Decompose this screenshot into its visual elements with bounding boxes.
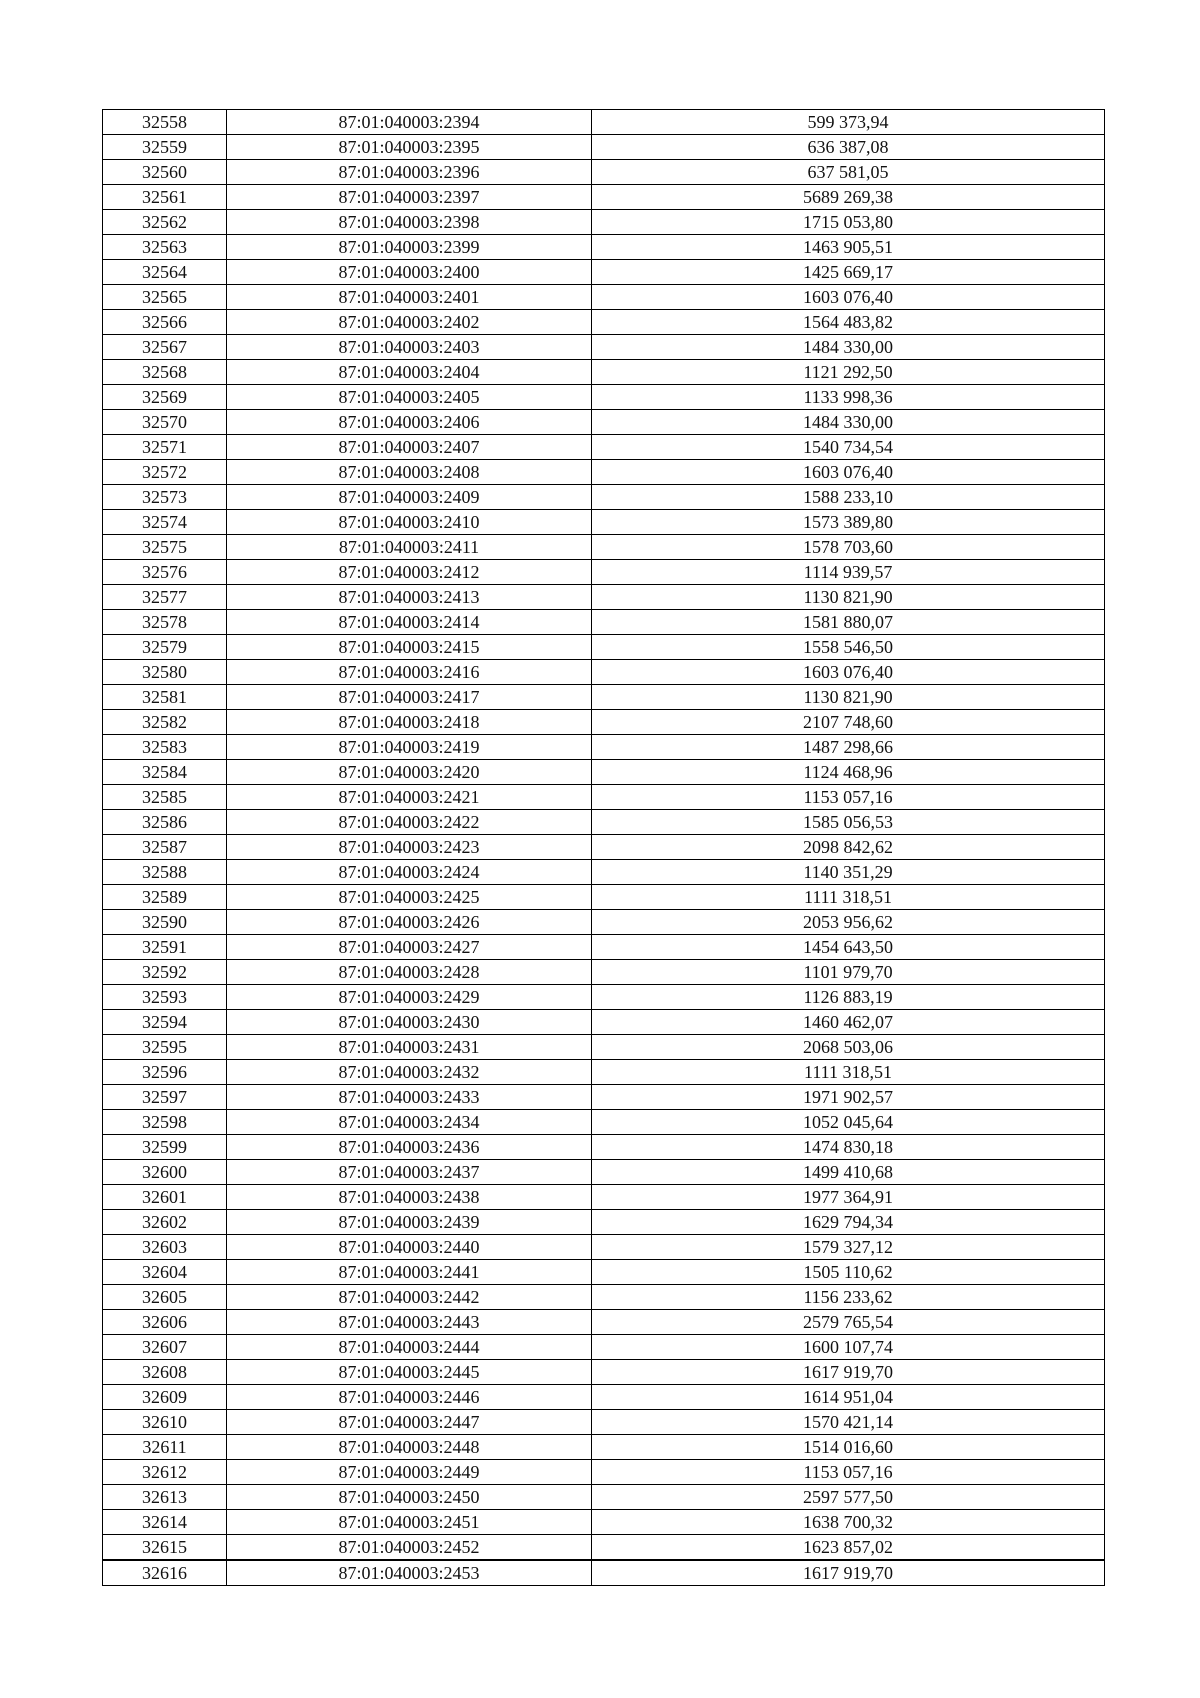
cadastral-number-cell: 87:01:040003:2439 — [227, 1210, 592, 1235]
value-cell: 2597 577,50 — [592, 1485, 1105, 1510]
table-row — [103, 235, 1105, 260]
cadastral-number-cell: 87:01:040003:2438 — [227, 1185, 592, 1210]
value-cell: 1623 857,02 — [592, 1535, 1105, 1561]
cadastral-number-cell: 87:01:040003:2431 — [227, 1035, 592, 1060]
table-row — [103, 1560, 1105, 1586]
value-cell: 1971 902,57 — [592, 1085, 1105, 1110]
cadastral-number-cell: 87:01:040003:2399 — [227, 235, 592, 260]
table-row — [103, 860, 1105, 885]
row-number-cell: 32572 — [103, 460, 227, 485]
cadastral-number-cell: 87:01:040003:2423 — [227, 835, 592, 860]
row-number-cell: 32613 — [103, 1485, 227, 1510]
cadastral-number-cell: 87:01:040003:2419 — [227, 735, 592, 760]
row-number-cell: 32581 — [103, 685, 227, 710]
row-number-cell: 32559 — [103, 135, 227, 160]
table-row — [103, 610, 1105, 635]
table-row — [103, 1035, 1105, 1060]
row-number-cell: 32595 — [103, 1035, 227, 1060]
table-row — [103, 1235, 1105, 1260]
row-number-cell: 32565 — [103, 285, 227, 310]
value-cell: 1425 669,17 — [592, 260, 1105, 285]
value-cell: 1484 330,00 — [592, 410, 1105, 435]
row-number-cell: 32570 — [103, 410, 227, 435]
row-number-cell: 32568 — [103, 360, 227, 385]
row-number-cell: 32567 — [103, 335, 227, 360]
row-number-cell: 32578 — [103, 610, 227, 635]
table-row — [103, 760, 1105, 785]
table-row — [103, 510, 1105, 535]
table-row — [103, 185, 1105, 210]
row-number-cell: 32583 — [103, 735, 227, 760]
value-cell: 1564 483,82 — [592, 310, 1105, 335]
row-number-cell: 32573 — [103, 485, 227, 510]
cadastral-number-cell: 87:01:040003:2445 — [227, 1360, 592, 1385]
cadastral-number-cell: 87:01:040003:2449 — [227, 1460, 592, 1485]
value-cell: 1124 468,96 — [592, 760, 1105, 785]
table-row — [103, 1010, 1105, 1035]
cadastral-number-cell: 87:01:040003:2400 — [227, 260, 592, 285]
cadastral-value-table — [102, 109, 1105, 1586]
table-row — [103, 1485, 1105, 1510]
value-cell: 1111 318,51 — [592, 885, 1105, 910]
row-number-cell: 32585 — [103, 785, 227, 810]
row-number-cell: 32592 — [103, 960, 227, 985]
row-number-cell: 32609 — [103, 1385, 227, 1410]
value-cell: 1153 057,16 — [592, 785, 1105, 810]
value-cell: 1505 110,62 — [592, 1260, 1105, 1285]
cadastral-number-cell: 87:01:040003:2452 — [227, 1535, 592, 1561]
value-cell: 1111 318,51 — [592, 1060, 1105, 1085]
cadastral-number-cell: 87:01:040003:2436 — [227, 1135, 592, 1160]
table-row — [103, 410, 1105, 435]
cadastral-number-cell: 87:01:040003:2420 — [227, 760, 592, 785]
row-number-cell: 32571 — [103, 435, 227, 460]
row-number-cell: 32600 — [103, 1160, 227, 1185]
table-row — [103, 935, 1105, 960]
cadastral-number-cell: 87:01:040003:2433 — [227, 1085, 592, 1110]
row-number-cell: 32577 — [103, 585, 227, 610]
value-cell: 599 373,94 — [592, 110, 1105, 135]
row-number-cell: 32563 — [103, 235, 227, 260]
row-number-cell: 32596 — [103, 1060, 227, 1085]
table-row — [103, 885, 1105, 910]
row-number-cell: 32564 — [103, 260, 227, 285]
cadastral-number-cell: 87:01:040003:2422 — [227, 810, 592, 835]
row-number-cell: 32566 — [103, 310, 227, 335]
cadastral-number-cell: 87:01:040003:2403 — [227, 335, 592, 360]
value-cell: 1540 734,54 — [592, 435, 1105, 460]
cadastral-number-cell: 87:01:040003:2428 — [227, 960, 592, 985]
table-row — [103, 1335, 1105, 1360]
cadastral-number-cell: 87:01:040003:2397 — [227, 185, 592, 210]
value-cell: 1570 421,14 — [592, 1410, 1105, 1435]
table-row — [103, 1285, 1105, 1310]
table-row — [103, 1185, 1105, 1210]
cadastral-number-cell: 87:01:040003:2443 — [227, 1310, 592, 1335]
row-number-cell: 32579 — [103, 635, 227, 660]
table-row — [103, 1210, 1105, 1235]
cadastral-number-cell: 87:01:040003:2402 — [227, 310, 592, 335]
row-number-cell: 32593 — [103, 985, 227, 1010]
row-number-cell: 32607 — [103, 1335, 227, 1360]
cadastral-number-cell: 87:01:040003:2448 — [227, 1435, 592, 1460]
table-row — [103, 335, 1105, 360]
value-cell: 1130 821,90 — [592, 585, 1105, 610]
row-number-cell: 32611 — [103, 1435, 227, 1460]
table-row — [103, 385, 1105, 410]
row-number-cell: 32589 — [103, 885, 227, 910]
table-row — [103, 810, 1105, 835]
table-row — [103, 1460, 1105, 1485]
cadastral-number-cell: 87:01:040003:2411 — [227, 535, 592, 560]
row-number-cell: 32602 — [103, 1210, 227, 1235]
value-cell: 2053 956,62 — [592, 910, 1105, 935]
table-row — [103, 910, 1105, 935]
value-cell: 1499 410,68 — [592, 1160, 1105, 1185]
value-cell: 1114 939,57 — [592, 560, 1105, 585]
value-cell: 1578 703,60 — [592, 535, 1105, 560]
cadastral-number-cell: 87:01:040003:2418 — [227, 710, 592, 735]
table-row — [103, 285, 1105, 310]
row-number-cell: 32610 — [103, 1410, 227, 1435]
value-cell: 2098 842,62 — [592, 835, 1105, 860]
value-cell: 1614 951,04 — [592, 1385, 1105, 1410]
table-row — [103, 1160, 1105, 1185]
cadastral-number-cell: 87:01:040003:2425 — [227, 885, 592, 910]
cadastral-number-cell: 87:01:040003:2396 — [227, 160, 592, 185]
row-number-cell: 32608 — [103, 1360, 227, 1385]
value-cell: 1487 298,66 — [592, 735, 1105, 760]
table-row — [103, 960, 1105, 985]
row-number-cell: 32558 — [103, 110, 227, 135]
value-cell: 1558 546,50 — [592, 635, 1105, 660]
cadastral-number-cell: 87:01:040003:2414 — [227, 610, 592, 635]
cadastral-number-cell: 87:01:040003:2406 — [227, 410, 592, 435]
value-cell: 1460 462,07 — [592, 1010, 1105, 1035]
row-number-cell: 32576 — [103, 560, 227, 585]
cadastral-number-cell: 87:01:040003:2410 — [227, 510, 592, 535]
cadastral-number-cell: 87:01:040003:2450 — [227, 1485, 592, 1510]
value-cell: 1484 330,00 — [592, 335, 1105, 360]
cadastral-number-cell: 87:01:040003:2432 — [227, 1060, 592, 1085]
cadastral-number-cell: 87:01:040003:2447 — [227, 1410, 592, 1435]
row-number-cell: 32582 — [103, 710, 227, 735]
value-cell: 2068 503,06 — [592, 1035, 1105, 1060]
row-number-cell: 32615 — [103, 1535, 227, 1561]
table-row — [103, 160, 1105, 185]
table-row — [103, 1260, 1105, 1285]
cadastral-number-cell: 87:01:040003:2441 — [227, 1260, 592, 1285]
row-number-cell: 32586 — [103, 810, 227, 835]
cadastral-number-cell: 87:01:040003:2444 — [227, 1335, 592, 1360]
table-row — [103, 110, 1105, 135]
value-cell: 1579 327,12 — [592, 1235, 1105, 1260]
table-row — [103, 360, 1105, 385]
cadastral-number-cell: 87:01:040003:2398 — [227, 210, 592, 235]
table-row — [103, 1410, 1105, 1435]
table-row — [103, 985, 1105, 1010]
cadastral-number-cell: 87:01:040003:2408 — [227, 460, 592, 485]
row-number-cell: 32575 — [103, 535, 227, 560]
cadastral-number-cell: 87:01:040003:2401 — [227, 285, 592, 310]
table-row — [103, 835, 1105, 860]
value-cell: 1588 233,10 — [592, 485, 1105, 510]
cadastral-number-cell: 87:01:040003:2437 — [227, 1160, 592, 1185]
value-cell: 1603 076,40 — [592, 460, 1105, 485]
value-cell: 1474 830,18 — [592, 1135, 1105, 1160]
cadastral-number-cell: 87:01:040003:2421 — [227, 785, 592, 810]
value-cell: 1130 821,90 — [592, 685, 1105, 710]
table-row — [103, 1085, 1105, 1110]
row-number-cell: 32603 — [103, 1235, 227, 1260]
table-row — [103, 660, 1105, 685]
value-cell: 2107 748,60 — [592, 710, 1105, 735]
row-number-cell: 32597 — [103, 1085, 227, 1110]
cadastral-number-cell: 87:01:040003:2409 — [227, 485, 592, 510]
cadastral-number-cell: 87:01:040003:2453 — [227, 1560, 592, 1586]
cadastral-number-cell: 87:01:040003:2395 — [227, 135, 592, 160]
value-cell: 1638 700,32 — [592, 1510, 1105, 1535]
cadastral-number-cell: 87:01:040003:2405 — [227, 385, 592, 410]
value-cell: 636 387,08 — [592, 135, 1105, 160]
cadastral-number-cell: 87:01:040003:2430 — [227, 1010, 592, 1035]
row-number-cell: 32569 — [103, 385, 227, 410]
table-row — [103, 1360, 1105, 1385]
value-cell: 1514 016,60 — [592, 1435, 1105, 1460]
table-row — [103, 785, 1105, 810]
row-number-cell: 32580 — [103, 660, 227, 685]
cadastral-number-cell: 87:01:040003:2412 — [227, 560, 592, 585]
cadastral-number-cell: 87:01:040003:2451 — [227, 1510, 592, 1535]
table-row — [103, 635, 1105, 660]
cadastral-number-cell: 87:01:040003:2404 — [227, 360, 592, 385]
cadastral-number-cell: 87:01:040003:2417 — [227, 685, 592, 710]
value-cell: 637 581,05 — [592, 160, 1105, 185]
cadastral-number-cell: 87:01:040003:2413 — [227, 585, 592, 610]
value-cell: 5689 269,38 — [592, 185, 1105, 210]
cadastral-number-cell: 87:01:040003:2440 — [227, 1235, 592, 1260]
table-row — [103, 210, 1105, 235]
row-number-cell: 32614 — [103, 1510, 227, 1535]
table-row — [103, 435, 1105, 460]
value-cell: 1715 053,80 — [592, 210, 1105, 235]
table-row — [103, 735, 1105, 760]
value-cell: 1617 919,70 — [592, 1360, 1105, 1385]
row-number-cell: 32588 — [103, 860, 227, 885]
row-number-cell: 32604 — [103, 1260, 227, 1285]
table-row — [103, 560, 1105, 585]
row-number-cell: 32560 — [103, 160, 227, 185]
value-cell: 1101 979,70 — [592, 960, 1105, 985]
value-cell: 1585 056,53 — [592, 810, 1105, 835]
value-cell: 1617 919,70 — [592, 1560, 1105, 1586]
table-row — [103, 1060, 1105, 1085]
table-row — [103, 310, 1105, 335]
table-row — [103, 710, 1105, 735]
table-body — [103, 110, 1105, 1586]
row-number-cell: 32584 — [103, 760, 227, 785]
row-number-cell: 32562 — [103, 210, 227, 235]
row-number-cell: 32594 — [103, 1010, 227, 1035]
table-row — [103, 135, 1105, 160]
cadastral-number-cell: 87:01:040003:2427 — [227, 935, 592, 960]
row-number-cell: 32561 — [103, 185, 227, 210]
value-cell: 1581 880,07 — [592, 610, 1105, 635]
value-cell: 1153 057,16 — [592, 1460, 1105, 1485]
cadastral-number-cell: 87:01:040003:2394 — [227, 110, 592, 135]
value-cell: 1463 905,51 — [592, 235, 1105, 260]
table-row — [103, 1135, 1105, 1160]
value-cell: 1977 364,91 — [592, 1185, 1105, 1210]
row-number-cell: 32587 — [103, 835, 227, 860]
row-number-cell: 32591 — [103, 935, 227, 960]
cadastral-number-cell: 87:01:040003:2429 — [227, 985, 592, 1010]
cadastral-number-cell: 87:01:040003:2415 — [227, 635, 592, 660]
row-number-cell: 32599 — [103, 1135, 227, 1160]
cadastral-number-cell: 87:01:040003:2407 — [227, 435, 592, 460]
table-row — [103, 1310, 1105, 1335]
row-number-cell: 32574 — [103, 510, 227, 535]
value-cell: 1126 883,19 — [592, 985, 1105, 1010]
cadastral-number-cell: 87:01:040003:2442 — [227, 1285, 592, 1310]
value-cell: 1052 045,64 — [592, 1110, 1105, 1135]
value-cell: 1600 107,74 — [592, 1335, 1105, 1360]
row-number-cell: 32606 — [103, 1310, 227, 1335]
value-cell: 2579 765,54 — [592, 1310, 1105, 1335]
row-number-cell: 32612 — [103, 1460, 227, 1485]
value-cell: 1629 794,34 — [592, 1210, 1105, 1235]
table-row — [103, 535, 1105, 560]
value-cell: 1121 292,50 — [592, 360, 1105, 385]
table-row — [103, 685, 1105, 710]
value-cell: 1603 076,40 — [592, 285, 1105, 310]
table-row — [103, 1385, 1105, 1410]
value-cell: 1454 643,50 — [592, 935, 1105, 960]
value-cell: 1573 389,80 — [592, 510, 1105, 535]
table-row — [103, 585, 1105, 610]
row-number-cell: 32598 — [103, 1110, 227, 1135]
table-row — [103, 1435, 1105, 1460]
table-row — [103, 1535, 1105, 1561]
cadastral-number-cell: 87:01:040003:2424 — [227, 860, 592, 885]
table-row — [103, 1110, 1105, 1135]
cadastral-number-cell: 87:01:040003:2434 — [227, 1110, 592, 1135]
cadastral-number-cell: 87:01:040003:2426 — [227, 910, 592, 935]
table-row — [103, 460, 1105, 485]
row-number-cell: 32605 — [103, 1285, 227, 1310]
row-number-cell: 32601 — [103, 1185, 227, 1210]
table-row — [103, 1510, 1105, 1535]
value-cell: 1133 998,36 — [592, 385, 1105, 410]
value-cell: 1156 233,62 — [592, 1285, 1105, 1310]
value-cell: 1603 076,40 — [592, 660, 1105, 685]
table-row — [103, 485, 1105, 510]
row-number-cell: 32616 — [103, 1560, 227, 1586]
cadastral-number-cell: 87:01:040003:2416 — [227, 660, 592, 685]
row-number-cell: 32590 — [103, 910, 227, 935]
value-cell: 1140 351,29 — [592, 860, 1105, 885]
table-row — [103, 260, 1105, 285]
cadastral-number-cell: 87:01:040003:2446 — [227, 1385, 592, 1410]
